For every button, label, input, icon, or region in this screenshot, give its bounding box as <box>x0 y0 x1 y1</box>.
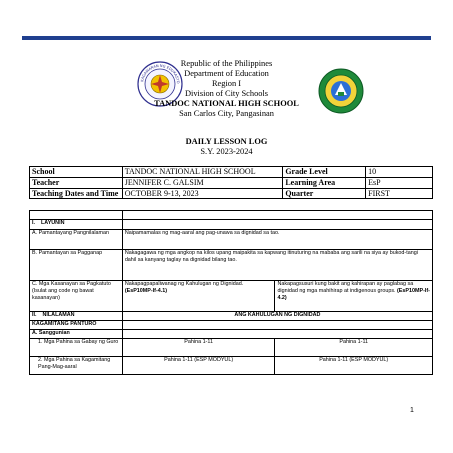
table-row <box>30 357 433 375</box>
header-line-4: Division of City Schools <box>184 89 269 98</box>
header-line-1: Republic of the Philippines <box>180 59 273 68</box>
nilalaman-heading <box>30 312 123 321</box>
competency-code: (EsP10MP-If-4.2) <box>277 288 430 301</box>
area-value: EsP <box>366 177 433 188</box>
area-label: Learning Area <box>283 177 366 188</box>
competency-code: (EsP10MP-If-4.1) <box>124 288 168 294</box>
svg-text:KAGAWARAN NG EDUKASYON: KAGAWARAN NG EDUKASYO <box>140 63 181 84</box>
row-label: 2. Mga Pahina sa Kagamitang Pang-Mag-aaral <box>30 357 123 375</box>
empty-cell <box>122 321 432 330</box>
section-number: I. <box>32 220 35 226</box>
quarter-value: FIRST <box>366 188 433 199</box>
table-row <box>30 312 433 321</box>
section-title: LAYUNIN <box>41 220 65 226</box>
row-value: Pahina 1-11 (ESP MODYUL) <box>275 357 433 375</box>
table-row <box>30 330 433 339</box>
info-table <box>29 166 433 199</box>
dates-label: Teaching Dates and Time <box>30 188 123 199</box>
row-label: A. Pamantayang Pangnilalaman <box>30 230 123 250</box>
competency-text: Nakapagpapaliwanag ng Kahulugan ng Dignidad. <box>124 281 244 287</box>
table-row <box>30 321 433 330</box>
grade-value: 10 <box>366 167 433 178</box>
row-value: Pahina 1-11 <box>122 339 275 357</box>
row-label: C. Mga Kasanayan sa Pagkatuto (Isulat ang code ng bawat kasanayan) <box>30 281 123 312</box>
header-line-2: Department of Education <box>184 69 269 78</box>
table-row <box>30 211 433 220</box>
section-title: NILALAMAN <box>42 312 75 318</box>
row-value: Pahina 1-11 <box>275 339 433 357</box>
page-number: 1 <box>410 407 414 414</box>
school-value: TANDOC NATIONAL HIGH SCHOOL <box>122 167 283 178</box>
empty-cell <box>122 211 432 220</box>
teacher-value: JENNIFER C. GALSIM <box>122 177 283 188</box>
table-row <box>30 188 433 199</box>
row-label: B. Pamantayan sa Pagganap <box>30 250 123 281</box>
header-line-3: Region I <box>211 79 242 88</box>
empty-cell <box>122 330 432 339</box>
school-address: San Carlos City, Pangasinan <box>179 109 274 118</box>
competency-1 <box>122 281 275 312</box>
teacher-label: Teacher <box>30 177 123 188</box>
table-row <box>30 230 433 250</box>
row-value: Naipamamalas ng mag-aaral ang pag-unawa sa dignidad sa tao. <box>122 230 432 250</box>
competency-2 <box>275 281 433 312</box>
table-row <box>30 220 433 230</box>
table-row <box>30 281 433 312</box>
kagamitan-heading: KAGAMITANG PANTURO <box>30 321 123 330</box>
row-value: Pahina 1-11 (ESP MODYUL) <box>122 357 275 375</box>
competency-text: Nakapagsusuri kung bakit ang kahirapan ay paglabag sa dignidad ng mga mahihirap at indigenous groups. <box>277 281 414 294</box>
quarter-label: Quarter <box>283 188 366 199</box>
row-value: Nakagagawa ng mga angkop na kilos upang maipakita sa kapwang itinuturing na mababa ang sarili na siya ay bukod-tangi dahil sa kanyang taglay na dignidad bilang tao. <box>122 250 432 281</box>
empty-cell <box>122 220 432 230</box>
school-label: School <box>30 167 123 178</box>
layunin-heading <box>30 220 123 230</box>
section-number: II. <box>32 312 37 318</box>
lesson-log-table <box>29 210 433 375</box>
top-border-bar <box>22 36 431 40</box>
dates-value: OCTOBER 9-13, 2023 <box>122 188 283 199</box>
table-row <box>30 339 433 357</box>
table-row <box>30 167 433 178</box>
table-row <box>30 250 433 281</box>
sanggunian-heading: A. Sanggunian <box>30 330 123 339</box>
row-label: 1. Mga Pahina sa Gabay ng Guro <box>30 339 123 357</box>
school-year: S.Y. 2023-2024 <box>200 147 253 156</box>
empty-cell <box>30 211 123 220</box>
table-row <box>30 177 433 188</box>
nilalaman-value: ANG KAHULUGAN NG DIGNIDAD <box>122 312 432 321</box>
grade-label: Grade Level <box>283 167 366 178</box>
school-name: TANDOC NATIONAL HIGH SCHOOL <box>154 99 299 108</box>
doc-title: DAILY LESSON LOG <box>185 137 268 146</box>
